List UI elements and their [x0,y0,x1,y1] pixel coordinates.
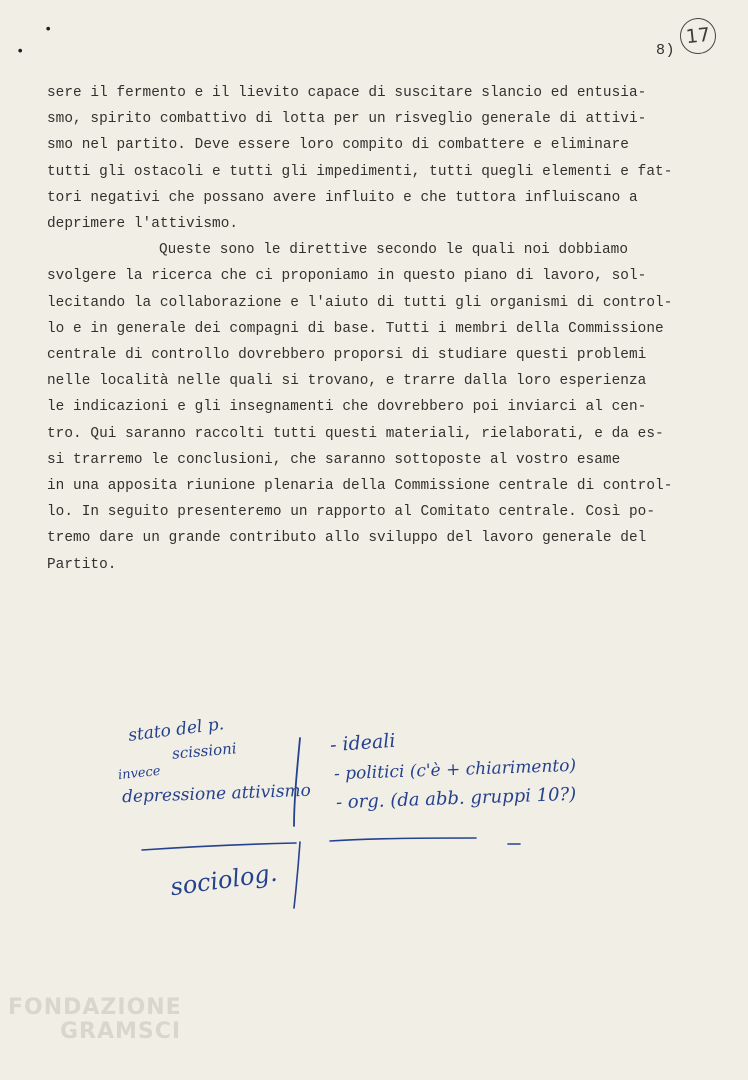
handwritten-note: sociolog. [168,858,279,902]
text-line: lo e in generale dei compagni di base. Tutti i membri della Commissione [47,320,664,337]
text-line: si trarremo le conclusioni, che saranno sottoposte al vostro esame [47,451,621,468]
text-line: smo nel partito. Deve essere loro compito di combattere e eliminare [47,137,629,154]
handwritten-note: - org. (da abb. gruppi 10?) [335,783,577,814]
text-line: sere il fermento e il lievito capace di suscitare slancio ed entusia- [47,85,647,101]
archive-watermark [8,996,182,1044]
text-line: deprimere l'attivismo. [47,216,239,233]
text-line: tremo dare un grande contributo allo sviluppo del lavoro generale del [47,530,647,547]
text-line: tro. Qui saranno raccolti tutti questi materiali, rielaborati, e da es- [47,425,664,442]
page-number: 8) [656,42,676,59]
text-line: centrale di controllo dovrebbero proporsi di studiare questi problemi [47,347,647,364]
punch-mark: • [44,22,53,38]
archive-folio-stamp: 17 [678,16,718,56]
text-line: nelle località nelle quali si trovano, e trarre dalla loro esperienza [47,373,647,390]
watermark-line: GRAMSCI [60,1019,182,1044]
text-line: tori negativi che possano avere influito e che tuttora influiscano a [47,189,638,206]
text-line: Queste sono le direttive secondo le quali noi dobbiamo [159,242,629,259]
text-line: in una apposita riunione plenaria della Commissione centrale di control- [47,478,673,495]
watermark-line: FONDAZIONE [8,995,182,1020]
text-line: smo, spirito combattivo di lotta per un risveglio generale di attivi- [47,111,647,128]
handwritten-note: depressione attivismo [121,780,312,808]
handwritten-note: scissioni [171,739,238,763]
text-line: svolgere la ricerca che ci proponiamo in questo piano di lavoro, sol- [47,268,647,285]
text-line: le indicazioni e gli insegnamenti che dovrebbero poi inviarci al cen- [47,399,647,416]
punch-mark: • [16,44,25,60]
handwritten-note: - politici (c'è + chiarimento) [333,755,577,785]
text-line: Partito. [47,556,117,573]
handwritten-note: stato del p. [127,714,226,746]
text-line: lecitando la collaborazione e l'aiuto di tutti gli organismi di control- [47,294,673,311]
handwritten-note: - ideali [329,729,397,757]
handwritten-note: invece [117,763,162,784]
text-line: tutti gli ostacoli e tutti gli impedimenti, tutti quegli elementi e fat- [47,163,673,180]
text-line: lo. In seguito presenteremo un rapporto al Comitato centrale. Così po- [47,504,656,521]
